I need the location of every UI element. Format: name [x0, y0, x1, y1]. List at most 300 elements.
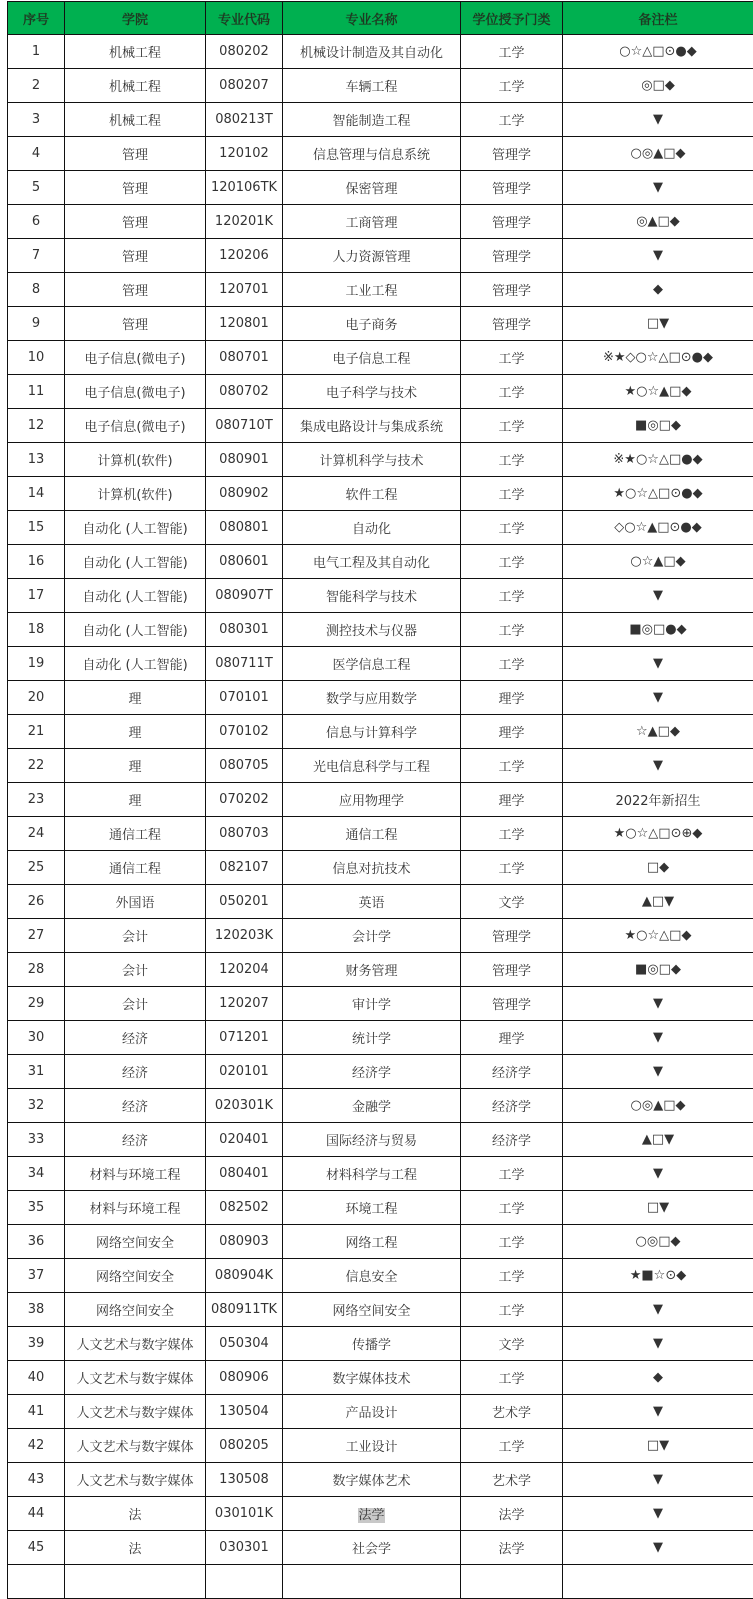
major-code-text: 120207	[219, 996, 269, 1011]
degree-category-text: 工学	[498, 352, 524, 367]
table-row	[8, 375, 753, 409]
college-text: 网络空间安全	[96, 1236, 174, 1251]
cell-remarks	[563, 273, 753, 307]
cell-major-code	[206, 307, 283, 341]
remarks-text: ◇○☆▲□⊙●◆	[614, 520, 702, 535]
degree-category-text: 工学	[498, 624, 524, 639]
major-code-text: 050201	[219, 894, 269, 909]
college-text: 材料与环境工程	[89, 1202, 180, 1217]
cell-major-code	[206, 171, 283, 205]
major-code-text: 080911TK	[211, 1302, 277, 1317]
degree-category-text: 工学	[498, 1202, 524, 1217]
major-name-text: 会计学	[352, 930, 391, 945]
cell-college	[65, 1395, 206, 1429]
degree-category-text: 工学	[498, 80, 524, 95]
cell-college	[65, 171, 206, 205]
cell-major-code	[206, 545, 283, 579]
cell-remarks	[563, 783, 753, 817]
cell-degree-category	[461, 477, 563, 511]
index-text: 6	[32, 214, 40, 229]
index-text: 33	[28, 1132, 45, 1147]
degree-category-text: 管理学	[492, 216, 531, 231]
table-row	[8, 885, 753, 919]
cell-index	[8, 1463, 65, 1497]
cell-degree-category	[461, 1361, 563, 1395]
major-code-text: 080711T	[215, 656, 273, 671]
table-row	[8, 205, 753, 239]
index-text: 9	[32, 316, 40, 331]
cell-major-name	[283, 647, 461, 681]
college-text: 人文艺术与数字媒体	[76, 1338, 193, 1353]
major-code-text: 080904K	[215, 1268, 273, 1283]
index-text: 7	[32, 248, 40, 263]
cell-major-code	[206, 681, 283, 715]
cell-index	[8, 1497, 65, 1531]
remarks-text: ★■☆⊙◆	[630, 1268, 686, 1283]
cell-degree-category	[461, 511, 563, 545]
cell-index	[8, 545, 65, 579]
degree-category-text: 经济学	[492, 1134, 531, 1149]
cell-index	[8, 851, 65, 885]
cell-college	[65, 1293, 206, 1327]
cell-index	[8, 1191, 65, 1225]
remarks-text: ▼	[653, 690, 663, 705]
cell-major-name	[283, 715, 461, 749]
cell-major-name	[283, 579, 461, 613]
cell-major-code	[206, 137, 283, 171]
degree-category-text: 工学	[498, 420, 524, 435]
cell-index	[8, 647, 65, 681]
cell-college	[65, 239, 206, 273]
remarks-text: ▼	[653, 1540, 663, 1555]
cell-degree-category	[461, 1531, 563, 1565]
cell-college	[65, 409, 206, 443]
cell-major-name	[283, 239, 461, 273]
table-row	[8, 817, 753, 851]
cell-major-code	[206, 1123, 283, 1157]
table-row	[8, 273, 753, 307]
cell-degree-category	[461, 851, 563, 885]
remarks-text: ▼	[653, 1302, 663, 1317]
cell-college	[65, 443, 206, 477]
table-row	[8, 1497, 753, 1531]
cell-empty	[8, 1565, 65, 1599]
table-header-row	[8, 2, 753, 35]
major-name-text: 光电信息科学与工程	[313, 760, 430, 775]
cell-college	[65, 1463, 206, 1497]
index-text: 8	[32, 282, 40, 297]
major-name-text: 集成电路设计与集成系统	[300, 420, 443, 435]
cell-degree-category	[461, 681, 563, 715]
cell-index	[8, 375, 65, 409]
cell-major-code	[206, 1157, 283, 1191]
cell-major-code	[206, 1293, 283, 1327]
table-row	[8, 1191, 753, 1225]
cell-major-name	[283, 1327, 461, 1361]
cell-major-code	[206, 1463, 283, 1497]
cell-major-name	[283, 443, 461, 477]
cell-college	[65, 273, 206, 307]
index-text: 44	[28, 1506, 45, 1521]
cell-major-code	[206, 579, 283, 613]
cell-major-name	[283, 307, 461, 341]
degree-category-text: 工学	[498, 522, 524, 537]
cell-major-code	[206, 69, 283, 103]
degree-category-text: 管理学	[492, 250, 531, 265]
remarks-text: ※★◇○☆△□⊙●◆	[603, 350, 713, 365]
major-name-text: 智能制造工程	[332, 114, 410, 129]
cell-degree-category	[461, 783, 563, 817]
remarks-text: 2022年新招生	[615, 794, 700, 809]
cell-college	[65, 477, 206, 511]
cell-college	[65, 919, 206, 953]
cell-degree-category	[461, 1157, 563, 1191]
degree-category-text: 文学	[498, 1338, 524, 1353]
degree-category-text: 工学	[498, 386, 524, 401]
index-text: 5	[32, 180, 40, 195]
table-row	[8, 1531, 753, 1565]
cell-college	[65, 1089, 206, 1123]
cell-degree-category	[461, 273, 563, 307]
cell-degree-category	[461, 1497, 563, 1531]
cell-remarks	[563, 953, 753, 987]
cell-major-code	[206, 987, 283, 1021]
cell-index	[8, 613, 65, 647]
cell-major-name	[283, 103, 461, 137]
cell-index	[8, 1293, 65, 1327]
cell-index	[8, 1089, 65, 1123]
remarks-text: ▼	[653, 588, 663, 603]
college-text: 理	[128, 794, 141, 809]
degree-category-text: 工学	[498, 1372, 524, 1387]
cell-degree-category	[461, 647, 563, 681]
major-code-text: 120102	[219, 146, 269, 161]
degree-category-text: 艺术学	[492, 1474, 531, 1489]
cell-remarks	[563, 409, 753, 443]
college-text: 计算机(软件)	[97, 488, 172, 503]
major-name-text: 数字媒体技术	[332, 1372, 410, 1387]
cell-degree-category	[461, 953, 563, 987]
degree-category-text: 管理学	[492, 930, 531, 945]
major-name-text: 机械设计制造及其自动化	[300, 46, 443, 61]
table-row	[8, 307, 753, 341]
index-text: 1	[32, 44, 40, 59]
index-text: 26	[28, 894, 45, 909]
cell-remarks	[563, 579, 753, 613]
college-text: 机械工程	[109, 114, 161, 129]
remarks-text: ▼	[653, 758, 663, 773]
table-row	[8, 341, 753, 375]
table-row	[8, 1327, 753, 1361]
cell-remarks	[563, 477, 753, 511]
cell-index	[8, 443, 65, 477]
major-code-text: 080701	[219, 350, 269, 365]
remarks-text: ★○☆△□⊙●◆	[613, 486, 702, 501]
index-text: 31	[28, 1064, 45, 1079]
cell-degree-category	[461, 1259, 563, 1293]
cell-remarks	[563, 1089, 753, 1123]
cell-college	[65, 545, 206, 579]
degree-category-text: 法学	[498, 1542, 524, 1557]
cell-degree-category	[461, 1429, 563, 1463]
cell-major-code	[206, 1021, 283, 1055]
remarks-text: ■◎□◆	[635, 418, 681, 433]
table-row	[8, 613, 753, 647]
cell-major-name	[283, 35, 461, 69]
major-name-text: 产品设计	[345, 1406, 397, 1421]
cell-index	[8, 341, 65, 375]
table-row	[8, 511, 753, 545]
college-text: 会计	[122, 998, 148, 1013]
degree-category-text: 工学	[498, 760, 524, 775]
degree-category-text: 管理学	[492, 284, 531, 299]
remarks-text: ○◎▲□◆	[631, 1098, 686, 1113]
degree-category-text: 工学	[498, 862, 524, 877]
cell-major-name	[283, 1463, 461, 1497]
cell-index	[8, 1327, 65, 1361]
major-name-text: 数字媒体艺术	[332, 1474, 410, 1489]
cell-index	[8, 783, 65, 817]
cell-index	[8, 69, 65, 103]
major-code-text: 080601	[219, 554, 269, 569]
cell-major-code	[206, 1395, 283, 1429]
cell-college	[65, 137, 206, 171]
index-text: 2	[32, 78, 40, 93]
header-index: 序号	[8, 2, 65, 35]
cell-major-name	[283, 885, 461, 919]
major-code-text: 120801	[219, 316, 269, 331]
degree-category-text: 工学	[498, 46, 524, 61]
cell-major-name	[283, 273, 461, 307]
cell-index	[8, 239, 65, 273]
cell-degree-category	[461, 987, 563, 1021]
degree-category-text: 工学	[498, 828, 524, 843]
table-row	[8, 1225, 753, 1259]
major-name-text: 软件工程	[345, 488, 397, 503]
cell-major-name	[283, 1531, 461, 1565]
cell-college	[65, 953, 206, 987]
major-name-text: 统计学	[352, 1032, 391, 1047]
header-major-name: 专业名称	[283, 2, 461, 35]
degree-category-text: 工学	[498, 1168, 524, 1183]
major-code-text: 080903	[219, 1234, 269, 1249]
cell-index	[8, 579, 65, 613]
cell-major-code	[206, 715, 283, 749]
remarks-text: ▼	[653, 656, 663, 671]
major-name-text: 环境工程	[345, 1202, 397, 1217]
cell-major-name	[283, 1089, 461, 1123]
cell-major-name	[283, 409, 461, 443]
college-text: 自动化 (人工智能)	[82, 556, 187, 571]
cell-degree-category	[461, 1191, 563, 1225]
cell-remarks	[563, 681, 753, 715]
cell-major-name	[283, 1157, 461, 1191]
cell-major-code	[206, 341, 283, 375]
table-row	[8, 1157, 753, 1191]
cell-index	[8, 1021, 65, 1055]
cell-remarks	[563, 205, 753, 239]
cell-remarks	[563, 817, 753, 851]
cell-remarks	[563, 1429, 753, 1463]
cell-major-name	[283, 1055, 461, 1089]
cell-major-name	[283, 1497, 461, 1531]
table-row	[8, 749, 753, 783]
remarks-text: ▼	[653, 1064, 663, 1079]
cell-index	[8, 1055, 65, 1089]
index-text: 38	[28, 1302, 45, 1317]
cell-remarks	[563, 1191, 753, 1225]
cell-index	[8, 885, 65, 919]
degree-category-text: 管理学	[492, 148, 531, 163]
index-text: 34	[28, 1166, 45, 1181]
degree-category-text: 经济学	[492, 1100, 531, 1115]
major-name-text: 材料科学与工程	[326, 1168, 417, 1183]
cell-college	[65, 817, 206, 851]
cell-remarks	[563, 1293, 753, 1327]
remarks-text: □▼	[647, 1438, 669, 1453]
cell-college	[65, 307, 206, 341]
cell-major-code	[206, 1429, 283, 1463]
major-name-text: 测控技术与仪器	[326, 624, 417, 639]
college-text: 管理	[122, 250, 148, 265]
remarks-text: ◆	[653, 282, 663, 297]
header-remarks: 备注栏	[563, 2, 753, 35]
cell-remarks	[563, 341, 753, 375]
cell-college	[65, 851, 206, 885]
college-text: 外国语	[115, 896, 154, 911]
cell-index	[8, 1531, 65, 1565]
cell-degree-category	[461, 341, 563, 375]
degree-category-text: 管理学	[492, 318, 531, 333]
cell-remarks	[563, 443, 753, 477]
header-major-code: 专业代码	[206, 2, 283, 35]
cell-remarks	[563, 1497, 753, 1531]
major-name-text: 电子科学与技术	[326, 386, 417, 401]
table-row-partial	[8, 1565, 753, 1599]
index-text: 3	[32, 112, 40, 127]
major-code-text: 130508	[219, 1472, 269, 1487]
cell-major-name	[283, 1293, 461, 1327]
cell-major-code	[206, 1327, 283, 1361]
college-text: 网络空间安全	[96, 1270, 174, 1285]
cell-remarks	[563, 715, 753, 749]
college-text: 自动化 (人工智能)	[82, 590, 187, 605]
cell-remarks	[563, 1327, 753, 1361]
cell-college	[65, 1123, 206, 1157]
index-text: 18	[28, 622, 45, 637]
cell-index	[8, 35, 65, 69]
cell-college	[65, 1361, 206, 1395]
major-code-text: 080213T	[215, 112, 273, 127]
major-name-text: 信息安全	[345, 1270, 397, 1285]
cell-remarks	[563, 749, 753, 783]
cell-major-code	[206, 851, 283, 885]
index-text: 14	[28, 486, 45, 501]
cell-index	[8, 307, 65, 341]
remarks-text: ☆▲□◆	[636, 724, 680, 739]
college-text: 人文艺术与数字媒体	[76, 1372, 193, 1387]
table-row	[8, 1429, 753, 1463]
degree-category-text: 理学	[498, 726, 524, 741]
index-text: 21	[28, 724, 45, 739]
cell-major-code	[206, 443, 283, 477]
college-text: 人文艺术与数字媒体	[76, 1406, 193, 1421]
degree-category-text: 经济学	[492, 1066, 531, 1081]
major-code-text: 120206	[219, 248, 269, 263]
table-row	[8, 987, 753, 1021]
college-text: 理	[128, 760, 141, 775]
major-name-text: 应用物理学	[339, 794, 404, 809]
table-row	[8, 239, 753, 273]
college-text: 理	[128, 726, 141, 741]
major-name-text: 网络工程	[345, 1236, 397, 1251]
cell-major-code	[206, 1089, 283, 1123]
remarks-text: ▼	[653, 180, 663, 195]
cell-major-name	[283, 69, 461, 103]
cell-degree-category	[461, 817, 563, 851]
cell-index	[8, 919, 65, 953]
remarks-text: ▼	[653, 1472, 663, 1487]
index-text: 25	[28, 860, 45, 875]
major-code-text: 082502	[219, 1200, 269, 1215]
degree-category-text: 理学	[498, 794, 524, 809]
college-text: 人文艺术与数字媒体	[76, 1474, 193, 1489]
cell-college	[65, 103, 206, 137]
cell-major-name	[283, 953, 461, 987]
cell-remarks	[563, 885, 753, 919]
major-name-text: 电气工程及其自动化	[313, 556, 430, 571]
major-code-text: 080907T	[215, 588, 273, 603]
degree-category-text: 工学	[498, 1270, 524, 1285]
index-text: 29	[28, 996, 45, 1011]
remarks-text: ■◎□◆	[635, 962, 681, 977]
major-code-text: 080205	[219, 1438, 269, 1453]
degree-category-text: 管理学	[492, 182, 531, 197]
cell-major-name	[283, 477, 461, 511]
cell-remarks	[563, 1259, 753, 1293]
cell-college	[65, 1021, 206, 1055]
cell-index	[8, 1395, 65, 1429]
table-row	[8, 1361, 753, 1395]
major-name-text: 社会学	[352, 1542, 391, 1557]
college-text: 自动化 (人工智能)	[82, 658, 187, 673]
major-code-text: 080301	[219, 622, 269, 637]
major-name-text: 通信工程	[345, 828, 397, 843]
major-name-text: 法学	[358, 1508, 384, 1523]
cell-remarks	[563, 103, 753, 137]
cell-major-code	[206, 1259, 283, 1293]
college-text: 管理	[122, 284, 148, 299]
cell-college	[65, 681, 206, 715]
college-text: 理	[128, 692, 141, 707]
remarks-text: ▼	[653, 1336, 663, 1351]
table-row	[8, 783, 753, 817]
remarks-text: ★○☆▲□◆	[625, 384, 692, 399]
index-text: 24	[28, 826, 45, 841]
cell-major-code	[206, 1531, 283, 1565]
index-text: 42	[28, 1438, 45, 1453]
cell-index	[8, 681, 65, 715]
cell-college	[65, 1531, 206, 1565]
cell-major-code	[206, 919, 283, 953]
major-code-text: 070202	[219, 792, 269, 807]
degree-category-text: 管理学	[492, 998, 531, 1013]
cell-major-name	[283, 783, 461, 817]
table-row	[8, 477, 753, 511]
cell-major-name	[283, 375, 461, 409]
cell-college	[65, 1225, 206, 1259]
header-degree-category: 学位授予门类	[461, 2, 563, 35]
